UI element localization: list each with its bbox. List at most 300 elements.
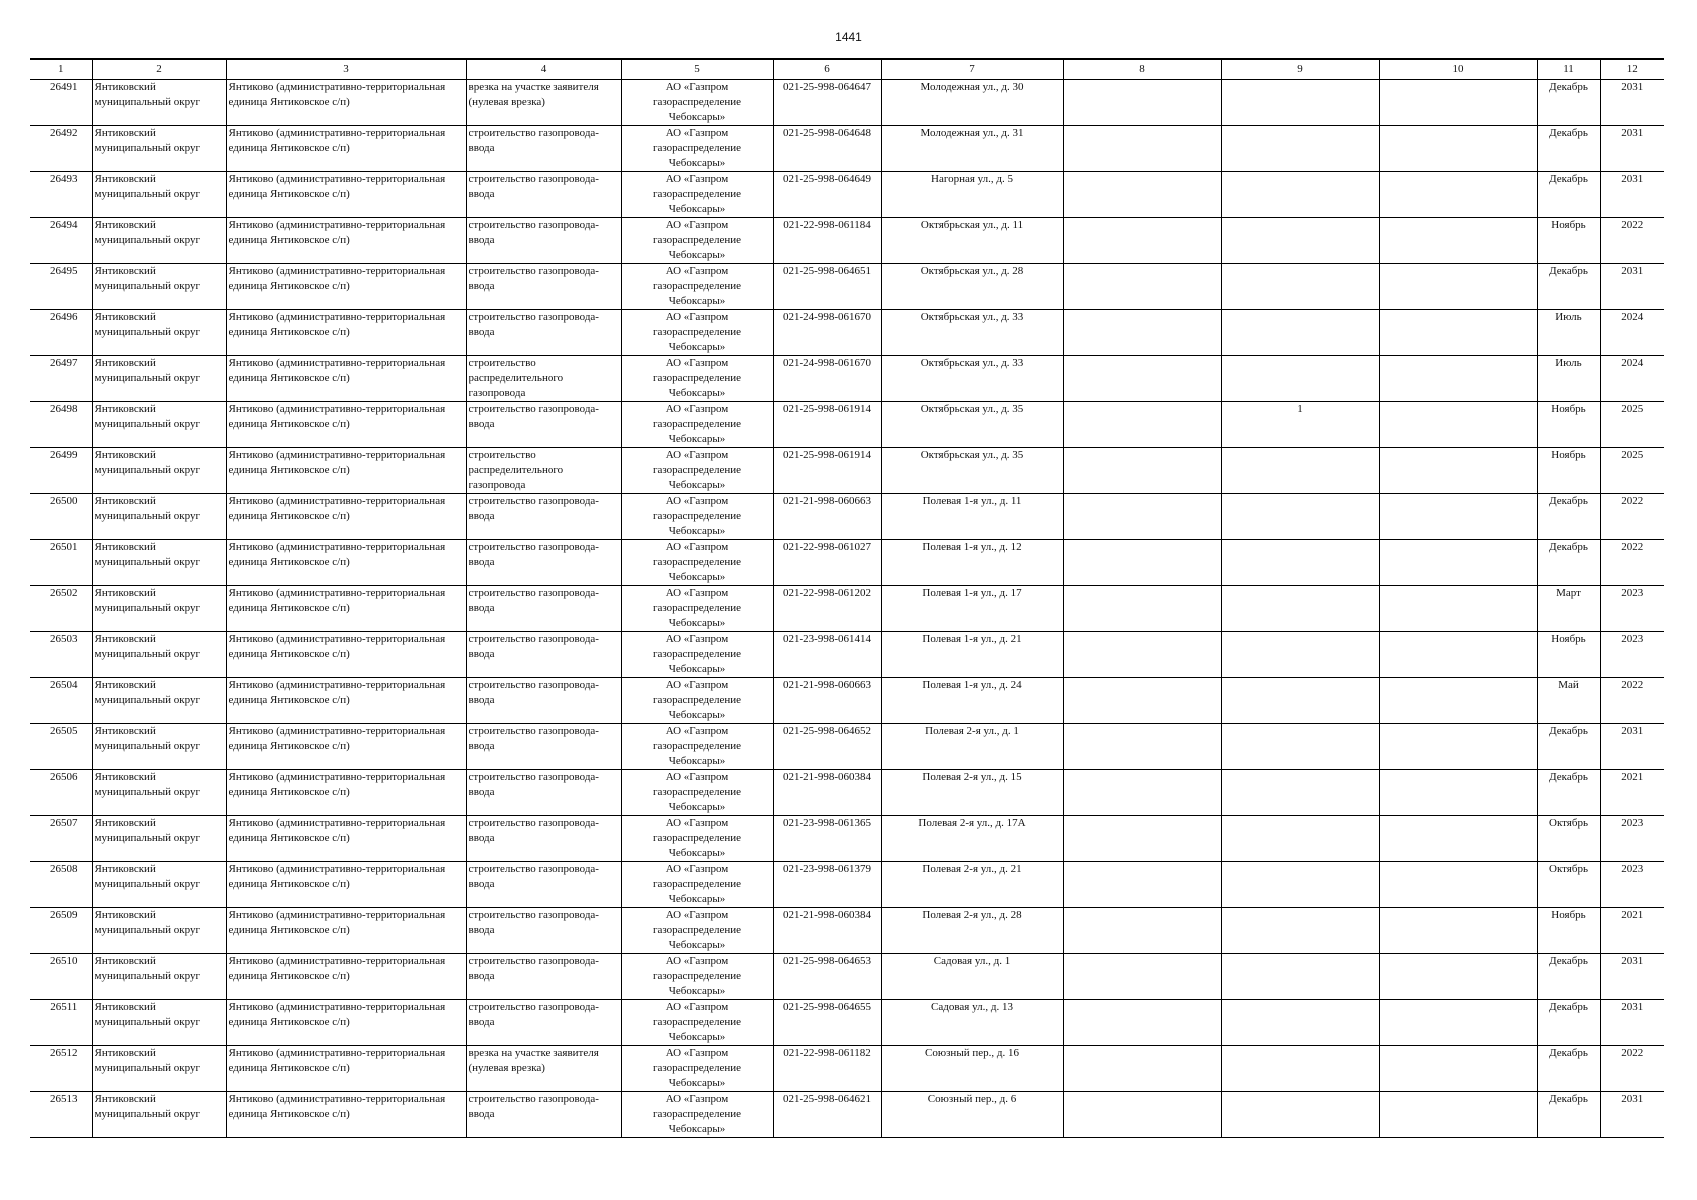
organization-cell-text: АО «Газпром газораспределение Чебоксары» — [652, 219, 742, 261]
district-cell — [92, 862, 226, 908]
district-cell-text: Янтиковский муниципальный округ — [94, 1047, 201, 1074]
district-cell — [92, 356, 226, 402]
work-type-cell — [466, 632, 621, 678]
district-cell-text: Янтиковский муниципальный округ — [94, 357, 201, 384]
row-number — [30, 356, 92, 402]
row-number — [30, 448, 92, 494]
column-10-cell-text — [1382, 356, 1535, 401]
organization-cell-text: АО «Газпром газораспределение Чебоксары» — [652, 403, 742, 445]
column-10-cell — [1379, 586, 1537, 632]
year-cell-text: 2023 — [1621, 863, 1644, 875]
column-10-cell-text — [1382, 494, 1535, 539]
work-type-cell-text: строительство газопровода-ввода — [468, 679, 599, 706]
year-cell — [1600, 356, 1664, 402]
column-9-cell-text — [1224, 80, 1377, 125]
column-10-cell-text — [1382, 1000, 1535, 1045]
settlement-cell-text: Янтиково (административно-территориальная единица Янтиковское с/п) — [228, 127, 446, 154]
work-type-cell — [466, 724, 621, 770]
month-cell-text: Декабрь — [1549, 725, 1588, 737]
address-cell — [881, 862, 1063, 908]
organization-cell-text: АО «Газпром газораспределение Чебоксары» — [652, 771, 742, 813]
column-9-cell — [1221, 80, 1379, 126]
column-9-cell-text — [1224, 632, 1377, 677]
column-9-cell — [1221, 494, 1379, 540]
year-cell-text: 2021 — [1621, 771, 1644, 783]
object-code-cell — [773, 908, 881, 954]
column-8-cell — [1063, 448, 1221, 494]
address-cell-text: Полевая 1-я ул., д. 24 — [922, 679, 1022, 691]
address-cell-text: Полевая 2-я ул., д. 15 — [922, 771, 1022, 783]
table-row — [30, 264, 1664, 310]
table-row — [30, 172, 1664, 218]
organization-cell — [621, 356, 773, 402]
row-number — [30, 724, 92, 770]
column-10-cell — [1379, 80, 1537, 126]
address-cell-text: Полевая 1-я ул., д. 12 — [922, 541, 1022, 553]
work-type-cell — [466, 126, 621, 172]
work-type-cell — [466, 1046, 621, 1092]
address-cell-text: Нагорная ул., д. 5 — [931, 173, 1013, 185]
column-9-cell — [1221, 264, 1379, 310]
district-cell — [92, 770, 226, 816]
work-type-cell — [466, 816, 621, 862]
column-8-cell — [1063, 494, 1221, 540]
organization-cell — [621, 770, 773, 816]
column-8-cell — [1063, 586, 1221, 632]
column-9-cell-text — [1224, 494, 1377, 539]
organization-cell-text: АО «Газпром газораспределение Чебоксары» — [652, 909, 742, 951]
district-cell-text: Янтиковский муниципальный округ — [94, 725, 201, 752]
column-9-cell-text — [1224, 862, 1377, 907]
row-number — [30, 954, 92, 1000]
district-cell — [92, 724, 226, 770]
organization-cell — [621, 862, 773, 908]
settlement-cell — [226, 862, 466, 908]
district-cell-text: Янтиковский муниципальный округ — [94, 633, 201, 660]
settlement-cell — [226, 310, 466, 356]
month-cell-text: Декабрь — [1549, 127, 1588, 139]
column-9-cell-text — [1224, 172, 1377, 217]
object-code-cell-text: 021-25-998-064653 — [783, 955, 871, 967]
column-10-cell — [1379, 1092, 1537, 1138]
address-cell-text: Октябрьская ул., д. 35 — [920, 403, 1024, 415]
object-code-cell-text: 021-22-998-061182 — [783, 1047, 871, 1059]
organization-cell — [621, 126, 773, 172]
settlement-cell-text: Янтиково (административно-территориальная единица Янтиковское с/п) — [228, 219, 446, 246]
district-cell — [92, 80, 226, 126]
column-10-cell-text — [1382, 632, 1535, 677]
object-code-cell — [773, 448, 881, 494]
settlement-cell — [226, 954, 466, 1000]
object-code-cell — [773, 862, 881, 908]
month-cell-text: Май — [1558, 679, 1579, 691]
month-cell — [1537, 908, 1600, 954]
year-cell — [1600, 80, 1664, 126]
work-type-cell-text: строительство газопровода-ввода — [468, 817, 599, 844]
column-8-cell-text — [1066, 356, 1219, 401]
settlement-cell-text: Янтиково (административно-территориальная единица Янтиковское с/п) — [228, 173, 446, 200]
column-8-cell-text — [1066, 126, 1219, 171]
column-9-cell — [1221, 816, 1379, 862]
column-8-cell — [1063, 908, 1221, 954]
column-10-cell-text — [1382, 264, 1535, 309]
work-type-cell-text: строительство газопровода-ввода — [468, 495, 599, 522]
column-9-cell-text — [1224, 678, 1377, 723]
month-cell-text: Декабрь — [1549, 955, 1588, 967]
column-8-cell-text — [1066, 80, 1219, 125]
work-type-cell-text: строительство газопровода-ввода — [468, 1001, 599, 1028]
year-cell — [1600, 816, 1664, 862]
table-row — [30, 862, 1664, 908]
organization-cell — [621, 494, 773, 540]
row-number — [30, 540, 92, 586]
object-code-cell — [773, 954, 881, 1000]
work-type-cell-text: врезка на участке заявителя (нулевая врезка) — [468, 81, 599, 108]
month-cell — [1537, 218, 1600, 264]
address-cell — [881, 678, 1063, 724]
column-8-cell — [1063, 540, 1221, 586]
year-cell — [1600, 172, 1664, 218]
organization-cell-text: АО «Газпром газораспределение Чебоксары» — [652, 863, 742, 905]
column-8-cell — [1063, 1046, 1221, 1092]
row-number-text: 26493 — [50, 173, 78, 185]
column-8-cell — [1063, 80, 1221, 126]
column-10-cell-text — [1382, 1092, 1535, 1137]
month-cell — [1537, 1046, 1600, 1092]
settlement-cell-text: Янтиково (административно-территориальная единица Янтиковское с/п) — [228, 1047, 446, 1074]
organization-cell-text: АО «Газпром газораспределение Чебоксары» — [652, 449, 742, 491]
row-number-text: 26492 — [50, 127, 78, 139]
row-number — [30, 632, 92, 678]
object-code-cell-text: 021-22-998-061027 — [783, 541, 871, 553]
column-10-cell-text — [1382, 310, 1535, 355]
address-cell-text: Союзный пер., д. 16 — [925, 1047, 1019, 1059]
settlement-cell-text: Янтиково (административно-территориальная единица Янтиковское с/п) — [228, 587, 446, 614]
row-number — [30, 816, 92, 862]
address-cell-text: Октябрьская ул., д. 33 — [920, 357, 1024, 369]
column-8-cell — [1063, 218, 1221, 264]
row-number — [30, 80, 92, 126]
month-cell — [1537, 494, 1600, 540]
table-row — [30, 310, 1664, 356]
district-cell-text: Янтиковский муниципальный округ — [94, 1093, 201, 1120]
address-cell — [881, 448, 1063, 494]
row-number-text: 26491 — [50, 81, 78, 93]
object-code-cell — [773, 172, 881, 218]
object-code-cell-text: 021-25-998-064651 — [783, 265, 871, 277]
settlement-cell-text: Янтиково (административно-территориальная единица Янтиковское с/п) — [228, 817, 446, 844]
address-cell — [881, 770, 1063, 816]
column-9-cell-text — [1224, 586, 1377, 631]
work-type-cell — [466, 908, 621, 954]
district-cell — [92, 586, 226, 632]
district-cell-text: Янтиковский муниципальный округ — [94, 265, 201, 292]
row-number-text: 26511 — [50, 1001, 78, 1013]
column-8-cell-text — [1066, 1046, 1219, 1091]
table-row — [30, 80, 1664, 126]
year-cell-text: 2022 — [1621, 679, 1644, 691]
row-number-text: 26504 — [50, 679, 78, 691]
district-cell-text: Янтиковский муниципальный округ — [94, 127, 201, 154]
column-10-cell — [1379, 126, 1537, 172]
object-code-cell-text: 021-25-998-061914 — [783, 403, 871, 415]
district-cell — [92, 1000, 226, 1046]
column-9-cell — [1221, 402, 1379, 448]
month-cell — [1537, 356, 1600, 402]
settlement-cell-text: Янтиково (административно-территориальная единица Янтиковское с/п) — [228, 1001, 446, 1028]
district-cell — [92, 402, 226, 448]
year-cell — [1600, 678, 1664, 724]
organization-cell — [621, 218, 773, 264]
work-type-cell-text: строительство газопровода-ввода — [468, 725, 599, 752]
column-10-cell — [1379, 402, 1537, 448]
column-9-cell — [1221, 1046, 1379, 1092]
month-cell — [1537, 954, 1600, 1000]
settlement-cell-text: Янтиково (административно-территориальная единица Янтиковское с/п) — [228, 863, 446, 890]
address-cell — [881, 494, 1063, 540]
year-cell — [1600, 1046, 1664, 1092]
year-cell-text: 2022 — [1621, 495, 1644, 507]
column-8-cell-text — [1066, 816, 1219, 861]
district-cell-text: Янтиковский муниципальный округ — [94, 817, 201, 844]
organization-cell — [621, 448, 773, 494]
column-8-cell-text — [1066, 494, 1219, 539]
work-type-cell-text: строительство распределительного газопровода — [468, 449, 564, 491]
work-type-cell — [466, 356, 621, 402]
object-code-cell — [773, 264, 881, 310]
district-cell-text: Янтиковский муниципальный округ — [94, 771, 201, 798]
organization-cell-text: АО «Газпром газораспределение Чебоксары» — [652, 1001, 742, 1043]
year-cell — [1600, 540, 1664, 586]
work-type-cell-text: строительство газопровода-ввода — [468, 541, 599, 568]
column-10-cell — [1379, 448, 1537, 494]
column-10-cell — [1379, 264, 1537, 310]
object-code-cell — [773, 678, 881, 724]
month-cell — [1537, 80, 1600, 126]
work-type-cell-text: строительство газопровода-ввода — [468, 633, 599, 660]
district-cell-text: Янтиковский муниципальный округ — [94, 541, 201, 568]
settlement-cell-text: Янтиково (административно-территориальная единица Янтиковское с/п) — [228, 771, 446, 798]
row-number — [30, 264, 92, 310]
organization-cell — [621, 264, 773, 310]
settlement-cell — [226, 80, 466, 126]
month-cell-text: Ноябрь — [1551, 403, 1586, 415]
row-number — [30, 586, 92, 632]
row-number — [30, 1000, 92, 1046]
column-10-cell — [1379, 908, 1537, 954]
work-type-cell-text: строительство газопровода-ввода — [468, 1093, 599, 1120]
row-number — [30, 770, 92, 816]
column-header-10: 10 — [1379, 59, 1537, 80]
row-number — [30, 126, 92, 172]
year-cell-text: 2022 — [1621, 541, 1644, 553]
district-cell — [92, 264, 226, 310]
organization-cell-text: АО «Газпром газораспределение Чебоксары» — [652, 173, 742, 215]
district-cell — [92, 816, 226, 862]
organization-cell — [621, 724, 773, 770]
year-cell-text: 2031 — [1621, 1001, 1644, 1013]
object-code-cell-text: 021-25-998-064655 — [783, 1001, 871, 1013]
object-code-cell — [773, 356, 881, 402]
district-cell-text: Янтиковский муниципальный округ — [94, 1001, 201, 1028]
settlement-cell — [226, 540, 466, 586]
object-code-cell-text: 021-24-998-061670 — [783, 311, 871, 323]
organization-cell — [621, 908, 773, 954]
year-cell — [1600, 586, 1664, 632]
district-cell-text: Янтиковский муниципальный округ — [94, 449, 201, 476]
column-10-cell — [1379, 862, 1537, 908]
district-cell — [92, 218, 226, 264]
address-cell-text: Полевая 1-я ул., д. 17 — [922, 587, 1022, 599]
year-cell-text: 2031 — [1621, 725, 1644, 737]
row-number — [30, 862, 92, 908]
column-8-cell — [1063, 1092, 1221, 1138]
column-10-cell-text — [1382, 540, 1535, 585]
table-row — [30, 724, 1664, 770]
address-cell — [881, 402, 1063, 448]
organization-cell-text: АО «Газпром газораспределение Чебоксары» — [652, 633, 742, 675]
month-cell-text: Декабрь — [1549, 1093, 1588, 1105]
row-number-text: 26503 — [50, 633, 78, 645]
district-cell-text: Янтиковский муниципальный округ — [94, 955, 201, 982]
district-cell — [92, 954, 226, 1000]
column-9-cell-text — [1224, 218, 1377, 263]
organization-cell — [621, 632, 773, 678]
work-type-cell — [466, 1000, 621, 1046]
column-9-cell — [1221, 540, 1379, 586]
settlement-cell — [226, 448, 466, 494]
month-cell-text: Декабрь — [1549, 1047, 1588, 1059]
year-cell — [1600, 724, 1664, 770]
column-9-cell — [1221, 310, 1379, 356]
column-10-cell-text — [1382, 80, 1535, 125]
work-type-cell — [466, 770, 621, 816]
month-cell-text: Декабрь — [1549, 771, 1588, 783]
column-8-cell-text — [1066, 540, 1219, 585]
year-cell-text: 2031 — [1621, 265, 1644, 277]
column-8-cell — [1063, 770, 1221, 816]
column-10-cell — [1379, 816, 1537, 862]
object-code-cell — [773, 310, 881, 356]
month-cell-text: Октябрь — [1549, 817, 1588, 829]
column-10-cell-text — [1382, 908, 1535, 953]
row-number — [30, 1092, 92, 1138]
row-number-text: 26510 — [50, 955, 78, 967]
row-number-text: 26494 — [50, 219, 78, 231]
work-type-cell — [466, 402, 621, 448]
address-cell-text: Полевая 2-я ул., д. 1 — [925, 725, 1019, 737]
district-cell — [92, 540, 226, 586]
settlement-cell-text: Янтиково (административно-территориальная единица Янтиковское с/п) — [228, 633, 446, 660]
settlement-cell-text: Янтиково (административно-территориальная единица Янтиковское с/п) — [228, 357, 446, 384]
column-header-9: 9 — [1221, 59, 1379, 80]
settlement-cell-text: Янтиково (административно-территориальная единица Янтиковское с/п) — [228, 909, 446, 936]
object-code-cell-text: 021-21-998-060384 — [783, 909, 871, 921]
column-header-4: 4 — [466, 59, 621, 80]
column-8-cell-text — [1066, 448, 1219, 493]
table-row — [30, 356, 1664, 402]
settlement-cell — [226, 1000, 466, 1046]
row-number — [30, 908, 92, 954]
month-cell-text: Декабрь — [1549, 541, 1588, 553]
column-header-11: 11 — [1537, 59, 1600, 80]
row-number-text: 26501 — [50, 541, 78, 553]
table-row — [30, 1000, 1664, 1046]
month-cell — [1537, 816, 1600, 862]
district-cell-text: Янтиковский муниципальный округ — [94, 679, 201, 706]
address-cell — [881, 632, 1063, 678]
year-cell — [1600, 1000, 1664, 1046]
row-number-text: 26505 — [50, 725, 78, 737]
object-code-cell-text: 021-21-998-060384 — [783, 771, 871, 783]
column-header-7: 7 — [881, 59, 1063, 80]
column-10-cell — [1379, 770, 1537, 816]
year-cell — [1600, 908, 1664, 954]
column-8-cell-text — [1066, 1092, 1219, 1137]
column-10-cell-text — [1382, 954, 1535, 999]
column-8-cell — [1063, 954, 1221, 1000]
month-cell — [1537, 862, 1600, 908]
column-9-cell-text — [1224, 264, 1377, 309]
month-cell-text: Ноябрь — [1551, 219, 1586, 231]
column-header-12: 12 — [1600, 59, 1664, 80]
object-code-cell — [773, 770, 881, 816]
year-cell — [1600, 494, 1664, 540]
organization-cell — [621, 954, 773, 1000]
work-type-cell-text: строительство газопровода-ввода — [468, 771, 599, 798]
organization-cell — [621, 586, 773, 632]
column-10-cell-text — [1382, 724, 1535, 769]
address-cell — [881, 1046, 1063, 1092]
row-number-text: 26512 — [50, 1047, 78, 1059]
month-cell-text: Декабрь — [1549, 1001, 1588, 1013]
year-cell — [1600, 264, 1664, 310]
month-cell — [1537, 1092, 1600, 1138]
address-cell — [881, 724, 1063, 770]
object-code-cell-text: 021-22-998-061202 — [783, 587, 871, 599]
table-row — [30, 126, 1664, 172]
column-9-cell-text — [1224, 770, 1377, 815]
object-code-cell — [773, 1046, 881, 1092]
settlement-cell — [226, 908, 466, 954]
district-cell — [92, 1092, 226, 1138]
organization-cell-text: АО «Газпром газораспределение Чебоксары» — [652, 679, 742, 721]
row-number-text: 26498 — [50, 403, 78, 415]
year-cell-text: 2023 — [1621, 587, 1644, 599]
work-type-cell-text: строительство газопровода-ввода — [468, 127, 599, 154]
district-cell — [92, 494, 226, 540]
column-10-cell — [1379, 954, 1537, 1000]
address-cell-text: Садовая ул., д. 13 — [931, 1001, 1013, 1013]
row-number-text: 26495 — [50, 265, 78, 277]
settlement-cell-text: Янтиково (административно-территориальная единица Янтиковское с/п) — [228, 679, 446, 706]
year-cell — [1600, 1092, 1664, 1138]
year-cell-text: 2031 — [1621, 955, 1644, 967]
year-cell-text: 2024 — [1621, 357, 1644, 369]
column-10-cell-text — [1382, 448, 1535, 493]
year-cell — [1600, 310, 1664, 356]
month-cell — [1537, 448, 1600, 494]
settlement-cell-text: Янтиково (административно-территориальная единица Янтиковское с/п) — [228, 541, 446, 568]
object-code-cell — [773, 402, 881, 448]
year-cell-text: 2024 — [1621, 311, 1644, 323]
column-10-cell — [1379, 632, 1537, 678]
month-cell — [1537, 1000, 1600, 1046]
work-type-cell — [466, 310, 621, 356]
address-cell-text: Полевая 2-я ул., д. 21 — [922, 863, 1022, 875]
settlement-cell — [226, 494, 466, 540]
column-9-cell — [1221, 724, 1379, 770]
